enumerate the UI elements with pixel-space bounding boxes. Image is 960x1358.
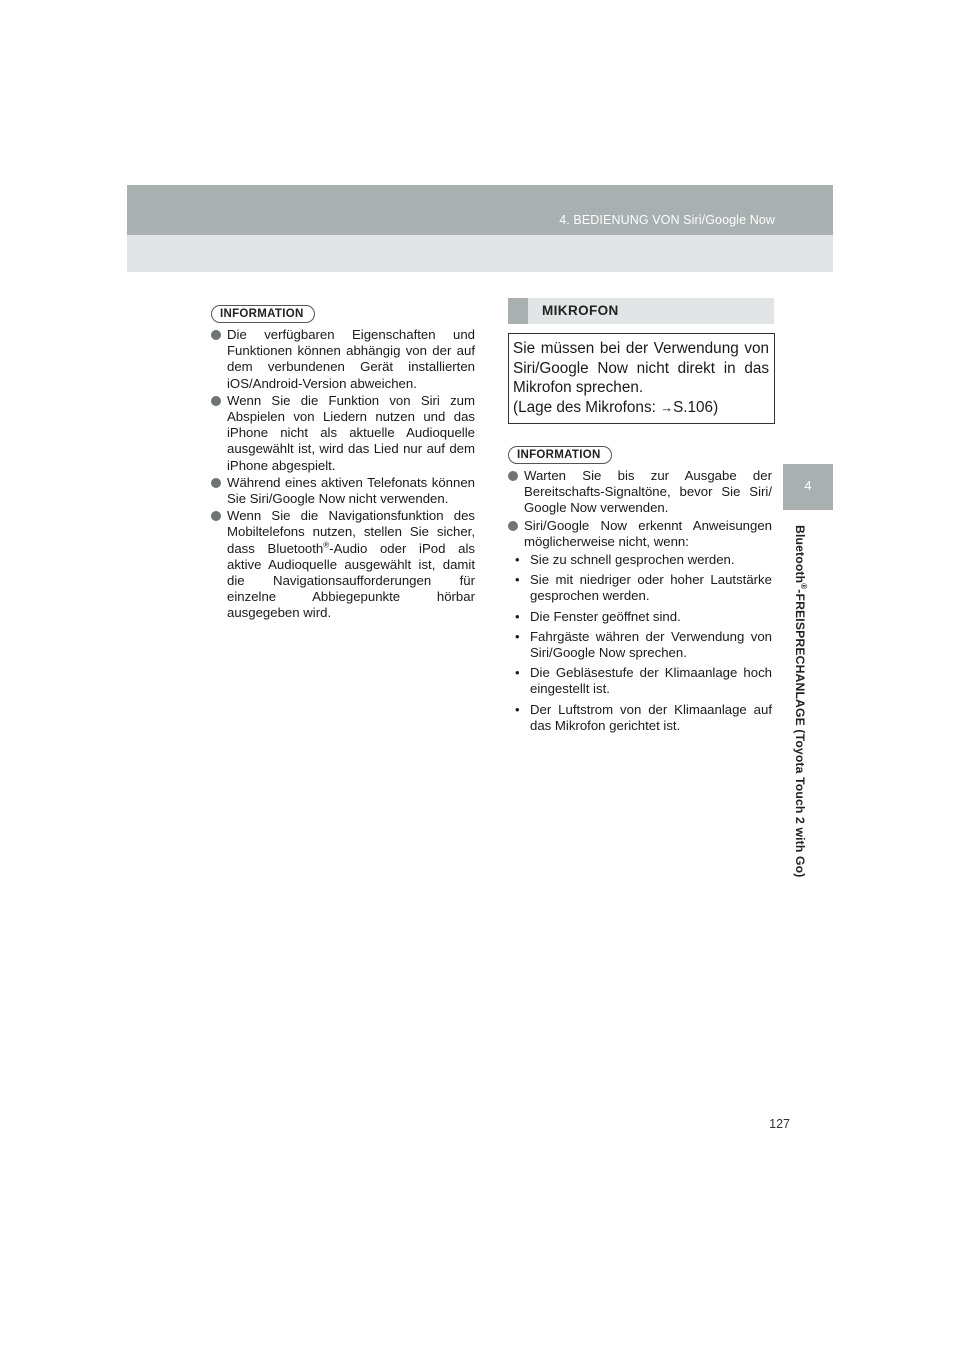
chapter-tab xyxy=(783,464,833,510)
bullet-icon xyxy=(508,471,518,481)
list-item: • Sie zu schnell gesprochen werden. xyxy=(515,552,735,568)
page-reference-link[interactable]: S.106) xyxy=(673,398,719,416)
bullet-icon xyxy=(211,396,221,406)
sub-bullet-icon: • xyxy=(515,608,520,624)
bullet-icon xyxy=(211,330,221,340)
sub-bullet-icon: • xyxy=(515,665,520,681)
bullet-icon xyxy=(508,521,518,531)
mikrofon-reference: (Lage des Mikrofons: →S.106) xyxy=(513,398,719,416)
bullet-icon xyxy=(211,511,221,521)
list-item: Die verfügbaren Eigenschaften und Funktionen können abhängig von der auf dem verbundenen Gerät installierten iOS/Android-Version abweichen. xyxy=(211,327,475,392)
sub-bullet-icon: • xyxy=(515,572,520,588)
header-band xyxy=(127,185,833,235)
list-item: • Fahrgäste währen der Verwendung von Siri/Google Now sprechen. xyxy=(515,628,772,661)
sub-bullet-icon: • xyxy=(515,552,520,568)
chapter-side-label xyxy=(793,525,808,877)
left-column xyxy=(211,304,475,623)
list-item: Wenn Sie die Funktion von Siri zum Abspielen von Liedern nutzen und das iPhone nicht als aktuelle Audioquelle ausgewählt ist, wird das Lied nur auf dem iPhone abgespielt. xyxy=(211,393,475,474)
header-subband xyxy=(127,235,833,272)
info-badge: INFORMATION xyxy=(211,305,315,323)
list-item: Wenn Sie die Navigationsfunktion des Mobiltelefons nutzen, stellen Sie sicher, dass Bluetooth®-Audio oder iPod als aktive Audioquelle ausgewählt ist, damit die Navigationsaufforderungen für einzelne Abbiegepunkte hörbar ausgegeben wird. xyxy=(211,508,475,621)
mikrofon-note-box xyxy=(508,333,775,424)
info-block-left xyxy=(211,304,475,622)
info-block-right xyxy=(508,445,772,734)
mikrofon-body: Sie müssen bei der Verwendung von Siri/Google Now nicht direkt in das Mikrofon sprechen. xyxy=(513,340,769,396)
list-item: Warten Sie bis zur Ausgabe der Bereitschafts-Signaltöne, bevor Sie Siri/ Google Now verwenden. xyxy=(508,468,772,517)
side-label-reg: ® xyxy=(799,583,808,590)
list-item: • Die Gebläsestufe der Klimaanlage hoch eingestellt ist. xyxy=(515,665,772,697)
condition-list xyxy=(508,552,772,734)
chapter-number: 4 xyxy=(804,478,812,493)
section-heading-text: MIKROFON xyxy=(542,303,619,318)
sub-bullet-icon: • xyxy=(515,701,520,717)
page-number: 127 xyxy=(769,1117,790,1131)
info-list xyxy=(211,327,475,622)
sub-bullet-icon: • xyxy=(515,628,520,644)
info-badge: INFORMATION xyxy=(508,446,612,464)
list-item: • Sie mit niedriger oder hoher Lautstärke gesprochen werden. xyxy=(515,572,772,604)
list-item: Siri/Google Now erkennt Anweisungen möglicherweise nicht, wenn: xyxy=(508,518,772,550)
section-title: 4. BEDIENUNG VON Siri/Google Now xyxy=(559,213,775,227)
section-heading-mikrofon xyxy=(508,298,774,324)
list-item: • Der Luftstrom von der Klimaanlage auf das Mikrofon gerichtet ist. xyxy=(515,701,772,733)
section-heading-tab xyxy=(508,298,528,324)
side-label-prefix: Bluetooth xyxy=(792,525,807,584)
list-item: • Die Fenster geöffnet sind. xyxy=(515,608,681,624)
list-item: Während eines aktiven Telefonats können Sie Siri/Google Now nicht verwenden. xyxy=(211,475,475,507)
arrow-right-icon: → xyxy=(660,399,674,415)
side-label-suffix: -FREISPRECHANLAGE (Toyota Touch 2 with Go) xyxy=(792,589,807,878)
right-column xyxy=(508,298,772,738)
info-list xyxy=(508,468,772,550)
bullet-icon xyxy=(211,478,221,488)
